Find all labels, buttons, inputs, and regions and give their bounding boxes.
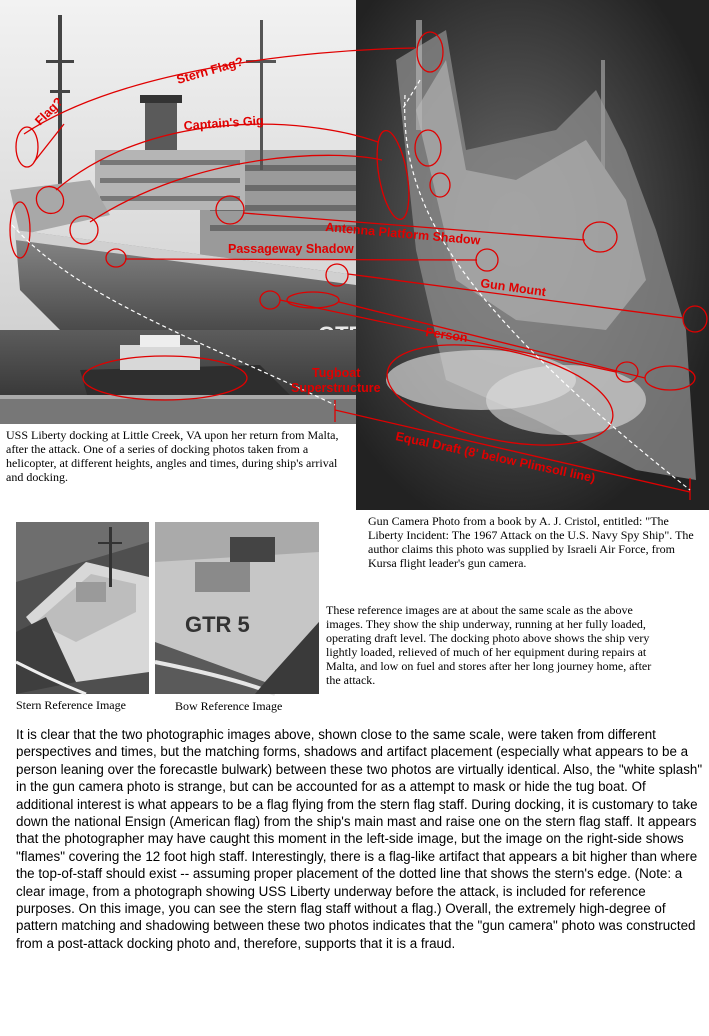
bow-reference-caption: Bow Reference Image (175, 699, 283, 713)
label-person: Person (424, 325, 469, 345)
stern-flag-circle (417, 32, 443, 72)
label-passageway-shadow: Passageway Shadow (228, 242, 354, 256)
label-flag: Flag? (32, 94, 66, 129)
label-superstructure: Superstructure (291, 381, 381, 395)
label-equal-draft: Equal Draft (8' below Plimsoll line) (394, 429, 597, 486)
analysis-paragraph: It is clear that the two photographic images above, shown close to the same scale, were taken from different perspectives and times, but the matching forms, shadows and artifact placement (especially what appears to be a person leaning over the forecastle bulwark) between these two photos are virtually identical. Also, the "white splash" in the gun camera photo is strange, but can be accounted for as a attempt to mask or hide the tug boat. Of additional interest is what appears to be a flag flying from the stern flag staff. During docking, it is customary to take down the national Ensign (American flag) from the ship's main mast and raise one on the stern flag staff. It appears that the photographer may have caught this moment in the left-side image, but the image on the right-side shows "flames" covering the 12 foot high staff. Interestingly, there is a flag-like artifact that appears a bit higher than where the top-of-staff should exist -- assuming proper placement of the dotted line that shows the stern's edge. (Note: a clear image, from a photograph showing USS Liberty underway before the attack, is included for reference purposes. On this image, you can see the stern flag staff without a flag.) Overall, the extremely high-degree of pattern matching and shadowing between these two photos indicates that the "gun camera" photo was constructed from a post-attack docking photo and, therefore, supports that it is a fraud. (16, 727, 703, 951)
gun-camera-caption: Gun Camera Photo from a book by A. J. Cristol, entitled: "The Liberty Incident: The 1967 Attack on the U.S. Navy Spy Ship". The author claims this photo was supplied by Israeli Air Force, from Kursa flight leader's gun camera. (368, 514, 694, 570)
stern-reference-image (16, 522, 149, 694)
label-antenna-platform-shadow: Antenna Platform Shadow (324, 220, 481, 248)
bow-reference-image (155, 522, 319, 694)
stern-reference-caption: Stern Reference Image (16, 698, 126, 712)
bow-hull-number: GTR 5 (185, 612, 250, 637)
docking-photo-caption: USS Liberty docking at Little Creek, VA upon her return from Malta, after the attack. One of a series of docking photos taken from a helicopter, at different heights, angles and times, during ship's arrival and docking. (6, 428, 339, 484)
reference-note: These reference images are at about the same scale as the above images. They show the ship underway, running at her fully loaded, operating draft level. The docking photo above shows the ship very lightly loaded, relieved of much of her equipment during repairs at Malta, and low on fuel and stores after her long journey home, after the attack. (326, 603, 652, 687)
label-captains-gig: Captain's Gig (183, 113, 265, 133)
label-gun-mount: Gun Mount (479, 276, 547, 300)
label-tugboat: Tugboat (312, 366, 361, 380)
label-stern-flag: Stern Flag? (174, 54, 245, 87)
tugboat-circle (83, 356, 247, 400)
